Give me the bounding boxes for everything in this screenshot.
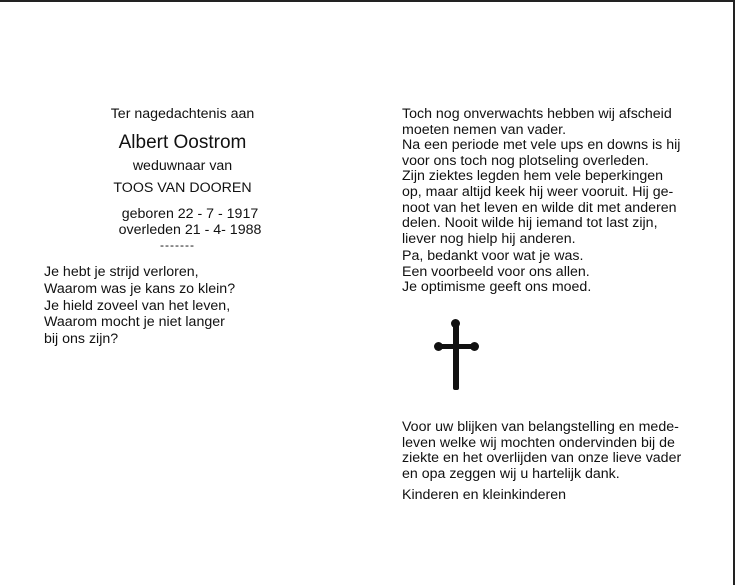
poem-line: Je hebt je strijd verloren, — [44, 264, 199, 280]
spouse-name: TOOS VAN DOOREN — [113, 180, 252, 196]
poem — [44, 264, 235, 348]
separator: ------- — [160, 238, 195, 252]
poem-line: Je hield zoveel van het leven, — [44, 297, 231, 314]
text-line: Na een periode met vele ups en downs is hij — [402, 137, 681, 154]
text-line: op, maar altijd keek hij weer vooruit. Hij ge- — [402, 183, 674, 200]
text-line: voor ons toch nog plotseling overleden. — [402, 152, 649, 169]
text-line: moeten nemen van vader. — [402, 121, 567, 138]
text-line: Voor uw blijken van belangstelling en mede- — [402, 419, 679, 435]
life-dates — [100, 206, 280, 238]
text-line: Toch nog onverwachts hebben wij afscheid — [402, 106, 672, 122]
text-line: delen. Nooit wilde hij iemand tot last zijn, — [402, 215, 658, 232]
thanks-paragraph — [402, 420, 720, 482]
text-line: noot van het leven en wilde dit met anderen — [402, 199, 677, 216]
birth-date: geboren 22 - 7 - 1917 — [121, 206, 259, 222]
text-line: ziekte en het overlijden van onze lieve vader — [402, 450, 682, 467]
deceased-name: Albert Oostrom — [118, 132, 247, 153]
text-line: en opa zeggen wij u hartelijk dank. — [402, 465, 620, 482]
poem-line: bij ons zijn? — [44, 331, 119, 348]
farewell-paragraph — [402, 107, 720, 247]
death-date: overleden 21 - 4- 1988 — [118, 222, 262, 238]
card-top-edge — [0, 0, 735, 2]
tribute-paragraph — [402, 249, 720, 296]
relation-line: weduwnaar van — [132, 158, 233, 174]
signature: Kinderen en kleinkinderen — [402, 487, 567, 503]
cross-icon — [437, 322, 477, 390]
text-line: Je optimisme geeft ons moed. — [402, 279, 592, 296]
text-line: Pa, bedankt voor wat je was. — [402, 248, 584, 264]
text-line: liever nog hielp hij anderen. — [402, 230, 576, 247]
text-line: leven welke wij mochten ondervinden bij de — [402, 434, 675, 451]
poem-line: Waarom was je kans zo klein? — [44, 280, 236, 297]
text-line: Een voorbeeld voor ons allen. — [402, 263, 590, 280]
poem-line: Waarom mocht je niet langer — [44, 314, 225, 331]
intro-line: Ter nagedachtenis aan — [110, 106, 255, 122]
text-line: Zijn ziektes legden hem vele beperkingen — [402, 168, 664, 185]
